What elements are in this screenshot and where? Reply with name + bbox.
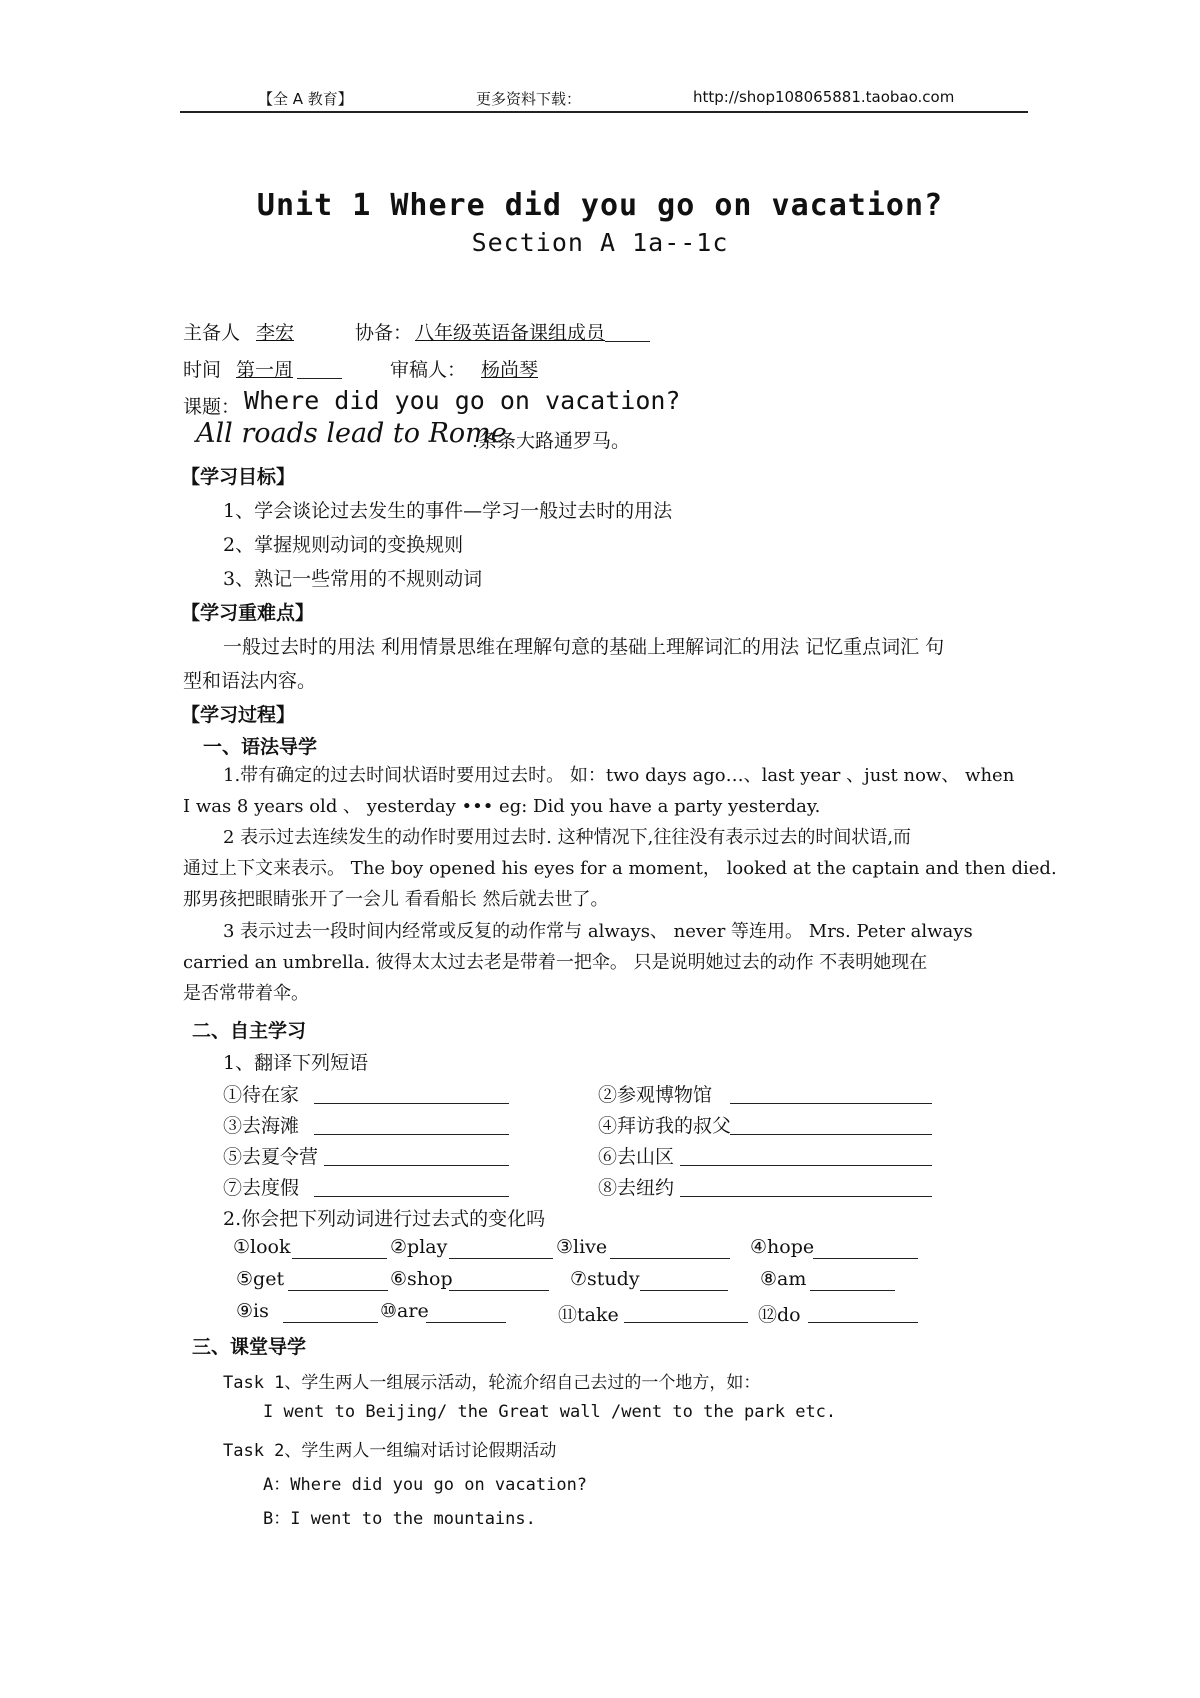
verb-item: ③live: [556, 1236, 608, 1258]
time-label: 时间: [183, 359, 222, 381]
grammar-rule-2-translation: 那男孩把眼睛张开了一会儿 看看船长 然后就去世了。: [183, 889, 609, 910]
grammar-rule-1-cont: I was 8 years old 、 yesterday ••• eg: Did you have a party yesterday.: [183, 796, 821, 817]
verb-question: 2.你会把下列动词进行过去式的变化吗: [223, 1208, 546, 1230]
section-title: Section A 1a--1c: [471, 228, 729, 257]
header-url[interactable]: http://shop108065881.taobao.com: [693, 88, 955, 106]
verb-item: ④hope: [750, 1236, 815, 1258]
grammar-rule-3-end: 是否常带着伞。: [183, 983, 309, 1004]
time-underline: [297, 377, 342, 379]
header-brand: 【全 A 教育】: [258, 90, 353, 108]
phrase-item: ④拜访我的叔父: [598, 1115, 732, 1137]
header-more-label: 更多资料下载：: [476, 90, 582, 108]
header-rule: [180, 111, 1028, 113]
verb-item: ⑪take: [558, 1304, 619, 1326]
goal-item: 1、学会谈论过去发生的事件—学习一般过去时的用法: [223, 500, 673, 522]
grammar-rule-2-cont: 通过上下文来表示。 The boy opened his eyes for a moment， looked at the captain and then died.: [183, 858, 1057, 879]
answer-blank[interactable]: [680, 1164, 932, 1166]
answer-blank[interactable]: [283, 1321, 378, 1323]
task-1: Task 1、学生两人一组展示活动，轮流介绍自己去过的一个地方，如：: [223, 1373, 761, 1393]
answer-blank[interactable]: [292, 1257, 387, 1259]
keypoints-text: 一般过去时的用法 利用情景思维在理解句意的基础上理解词汇的用法 记忆重点词汇 句: [223, 636, 945, 658]
answer-blank[interactable]: [449, 1289, 549, 1291]
phrase-item: ⑧去纽约: [598, 1177, 675, 1199]
goal-item: 3、熟记一些常用的不规则动词: [223, 568, 483, 590]
phrase-item: ⑦去度假: [223, 1177, 300, 1199]
page-title: Unit 1 Where did you go on vacation?: [256, 188, 944, 223]
preparer-name: 李宏: [256, 322, 295, 344]
answer-blank[interactable]: [624, 1321, 748, 1323]
answer-blank[interactable]: [730, 1133, 932, 1135]
verb-item: ②play: [390, 1236, 448, 1258]
assist-label: 协备：: [355, 322, 413, 344]
dialog-line-a: A：Where did you go on vacation?: [263, 1475, 588, 1495]
assist-underline: [605, 340, 650, 342]
lesson-label: 课题：: [183, 396, 241, 418]
answer-blank[interactable]: [680, 1195, 932, 1197]
phrase-item: ①待在家: [223, 1084, 300, 1106]
answer-blank[interactable]: [810, 1289, 895, 1291]
grammar-heading: 一、语法导学: [203, 736, 318, 758]
answer-blank[interactable]: [314, 1133, 509, 1135]
keypoints-heading: 【学习重难点】: [181, 602, 315, 624]
answer-blank[interactable]: [449, 1257, 553, 1259]
answer-blank[interactable]: [610, 1257, 730, 1259]
classroom-heading: 三、课堂导学: [192, 1336, 307, 1358]
verb-item: ⑤get: [236, 1268, 285, 1290]
answer-blank[interactable]: [730, 1102, 932, 1104]
assist-value: 八年级英语备课组成员: [415, 322, 606, 344]
process-heading: 【学习过程】: [181, 704, 296, 726]
verb-item: ⑫do: [758, 1304, 801, 1326]
phrase-item: ⑥去山区: [598, 1146, 675, 1168]
goal-item: 2、掌握规则动词的变换规则: [223, 534, 464, 556]
phrase-item: ⑤去夏令营: [223, 1146, 319, 1168]
task-2: Task 2、学生两人一组编对话讨论假期活动: [223, 1441, 557, 1461]
reviewer-label: 审稿人：: [390, 359, 467, 381]
goals-heading: 【学习目标】: [181, 466, 296, 488]
verb-item: ⑨is: [236, 1300, 269, 1322]
dialog-line-b: B：I went to the mountains.: [263, 1509, 536, 1529]
proverb-english: All roads lead to Rome: [196, 418, 507, 449]
grammar-rule-3: 3 表示过去一段时间内经常或反复的动作常与 always、 never 等连用。 Mrs. Peter always: [223, 921, 973, 942]
grammar-rule-3-cont: carried an umbrella. 彼得太太过去老是带着一把伞。 只是说明她过去的动作 不表明她现在: [183, 952, 928, 973]
verb-item: ⑩are: [380, 1300, 429, 1322]
answer-blank[interactable]: [314, 1195, 509, 1197]
grammar-rule-2: 2 表示过去连续发生的动作时要用过去时. 这种情况下,往往没有表示过去的时间状语,而: [223, 827, 912, 848]
preparer-label: 主备人: [183, 322, 241, 344]
answer-blank[interactable]: [288, 1289, 388, 1291]
keypoints-text-cont: 型和语法内容。: [183, 670, 317, 692]
answer-blank[interactable]: [314, 1102, 509, 1104]
answer-blank[interactable]: [426, 1321, 506, 1323]
answer-blank[interactable]: [324, 1164, 509, 1166]
grammar-rule-1: 1.带有确定的过去时间状语时要用过去时。 如：two days ago…、last year 、just now、 when: [223, 765, 1015, 786]
proverb-chinese: .条条大路通罗马。: [472, 430, 631, 452]
answer-blank[interactable]: [813, 1257, 918, 1259]
phrase-item: ③去海滩: [223, 1115, 300, 1137]
verb-item: ⑧am: [760, 1268, 807, 1290]
reviewer-name: 杨尚琴: [481, 359, 539, 381]
lesson-title: Where did you go on vacation?: [244, 386, 681, 415]
answer-blank[interactable]: [808, 1321, 918, 1323]
verb-item: ⑦study: [570, 1268, 640, 1290]
answer-blank[interactable]: [640, 1289, 728, 1291]
time-value: 第一周: [236, 359, 294, 381]
task-1-example: I went to Beijing/ the Great wall /went to the park etc.: [263, 1402, 837, 1422]
self-study-heading: 二、自主学习: [192, 1020, 307, 1042]
verb-item: ⑥shop: [390, 1268, 453, 1290]
translate-question: 1、翻译下列短语: [223, 1052, 369, 1074]
verb-item: ①look: [233, 1236, 291, 1258]
phrase-item: ②参观博物馆: [598, 1084, 713, 1106]
